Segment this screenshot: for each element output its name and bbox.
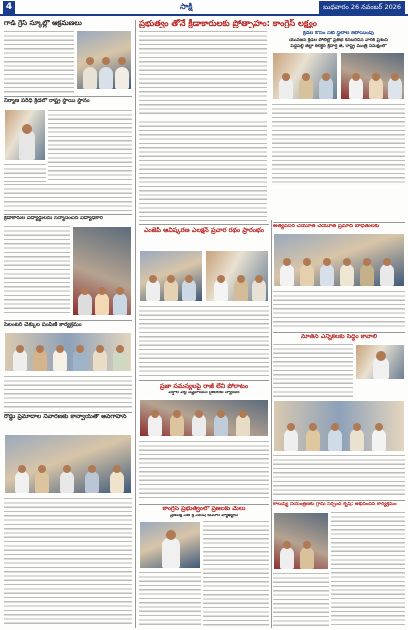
article-text bbox=[4, 226, 70, 314]
article-text bbox=[4, 376, 132, 410]
event-photo bbox=[272, 52, 338, 100]
page-header bbox=[0, 0, 408, 16]
event-photo bbox=[340, 52, 405, 100]
group-photo bbox=[4, 332, 132, 372]
article-text bbox=[331, 512, 405, 626]
article-text bbox=[203, 521, 269, 626]
sub-headline: యువజన క్రీడల పోటీల్లో ప్రతిభ కనబరిచిన వారికి ప్రశంస bbox=[288, 38, 389, 43]
award-photo bbox=[4, 434, 132, 494]
group-photo bbox=[273, 233, 405, 287]
article-text bbox=[139, 572, 201, 626]
news-photo bbox=[72, 226, 132, 316]
news-photo bbox=[273, 512, 329, 570]
masthead: సాక్షి bbox=[180, 2, 193, 11]
issue-date: బుధవారం 26 నవంబర్ 2026 bbox=[319, 1, 405, 14]
sub-headline: వర్షాల వల్ల నష్టపోయిన రైతులకు న్యాయం bbox=[168, 391, 240, 395]
article-text bbox=[4, 31, 74, 93]
article-text bbox=[139, 31, 267, 221]
article-text bbox=[139, 441, 269, 501]
headline-teacher-honour: క్రీడాకారుల విద్యార్థులను సన్మానించిన విద్యాధికారి bbox=[4, 216, 103, 221]
page-number: 4 bbox=[3, 1, 15, 14]
article-text bbox=[4, 498, 132, 626]
article-text bbox=[272, 104, 405, 184]
meeting-photo bbox=[273, 400, 405, 452]
article-text bbox=[139, 306, 269, 376]
article-text bbox=[4, 164, 46, 182]
main-headline: ప్రభుత్వం తోనే క్రీడాకారులకు ప్రోత్సాహం: కాంగ్రెస్ లక్ష్యం bbox=[139, 19, 317, 28]
headline-public-issues: ప్రజా సమస్యలపై రాజీ లేని పోరాటం bbox=[159, 383, 249, 390]
headline-accident-victims: అత్యవసర చేయూత చేయూత ప్రమాద బాధితులకు bbox=[273, 224, 380, 229]
article-text bbox=[273, 573, 329, 626]
meeting-photo bbox=[139, 399, 269, 437]
headline-state-level: నిర్మాణ పరిధి క్రీడలో రాష్ట్ర స్థాయి స్థానం bbox=[4, 98, 90, 104]
article-text bbox=[273, 291, 405, 329]
headline-cheque-distribution: సెలంటర్ చెక్కుల పంపిణీ కార్యక్రమం bbox=[4, 322, 82, 328]
article-text bbox=[48, 110, 132, 180]
sub-headline: పెద్దపల్లి జిల్లా కలెక్టర్ శ్రీహర్ష జీ, రాష్ట్ర మంత్రి సమక్షంలో bbox=[290, 44, 387, 49]
sub-headline: ప్రతిపక్ష నేత శ్రీ సురేష్ కుమార్ వ్యాఖ్యలు bbox=[170, 514, 238, 518]
portrait-photo bbox=[139, 521, 201, 569]
column-divider bbox=[135, 20, 136, 628]
news-photo bbox=[205, 250, 269, 302]
headline-pollution: కాలుష్య నియంత్రణకు గ్రామ సర్పంచ్ కృషి: అభినందన కార్యక్రమం bbox=[273, 502, 397, 507]
news-photo bbox=[139, 250, 203, 302]
news-photo bbox=[76, 30, 132, 90]
headline-road-safety: రోడ్డు ప్రమాదాల నివారణకు కాన్వాయ్‌తో అవగాహన bbox=[4, 414, 127, 420]
headline-elections: నూతన ఎన్నికలకు సిద్ధం కావాలి bbox=[301, 334, 377, 340]
portrait-photo bbox=[4, 109, 46, 161]
headline-god-grace: గాడ్ గ్రేస్ స్కూల్లో ఆక్రమణలు bbox=[4, 20, 82, 27]
article-text bbox=[4, 184, 132, 212]
portrait-photo bbox=[355, 344, 405, 380]
sub-headline: క్రీడల కోసం నీటి స్థలాల కేటాయింపు bbox=[303, 31, 374, 36]
headline-election-vehicle: ఎంజెపి ఆవిష్కరణ ఎలక్షన్ ప్రచార రథం ప్రారంభం bbox=[143, 227, 265, 234]
article-text bbox=[273, 455, 405, 497]
headline-congress-government: కాంగ్రెస్ ప్రభుత్వంలో ప్రజలకు మేలు bbox=[162, 506, 246, 512]
column-divider bbox=[271, 220, 272, 628]
